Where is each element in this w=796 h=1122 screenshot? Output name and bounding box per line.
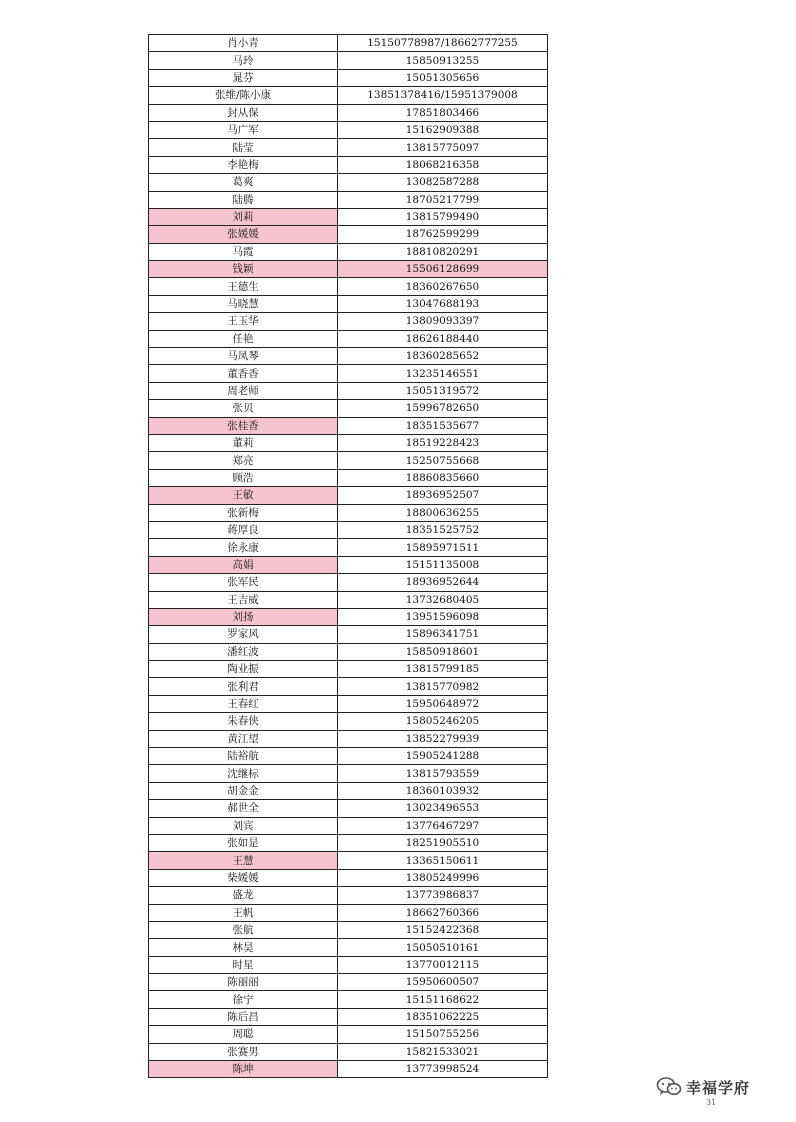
table-row xyxy=(149,348,548,365)
name-cell: 胡金金 xyxy=(149,782,338,799)
table-row xyxy=(149,887,548,904)
phone-cell: 13815799185 xyxy=(338,661,548,678)
phone-cell: 15895971511 xyxy=(338,539,548,556)
phone-cell: 13815770982 xyxy=(338,678,548,695)
table-row xyxy=(149,869,548,886)
table-row xyxy=(149,104,548,121)
phone-cell: 18800636255 xyxy=(338,504,548,521)
name-cell: 陆莹 xyxy=(149,139,338,156)
phone-cell: 13023496553 xyxy=(338,800,548,817)
table-row xyxy=(149,243,548,260)
table-row xyxy=(149,574,548,591)
table-row xyxy=(149,469,548,486)
name-cell: 陆腾 xyxy=(149,191,338,208)
phone-cell: 15905241288 xyxy=(338,748,548,765)
name-cell: 张维/陈小康 xyxy=(149,87,338,104)
name-cell: 肖小青 xyxy=(149,35,338,52)
table-row xyxy=(149,643,548,660)
table-row xyxy=(149,156,548,173)
table-row xyxy=(149,417,548,434)
phone-cell: 18068216358 xyxy=(338,156,548,173)
table-row xyxy=(149,365,548,382)
table-row xyxy=(149,382,548,399)
phone-cell: 18936952507 xyxy=(338,487,548,504)
name-cell: 郝世全 xyxy=(149,800,338,817)
contact-table-body xyxy=(149,35,548,1078)
phone-cell: 18662760366 xyxy=(338,904,548,921)
name-cell: 盛龙 xyxy=(149,887,338,904)
name-cell: 董香香 xyxy=(149,365,338,382)
name-cell: 张赛男 xyxy=(149,1043,338,1060)
phone-cell: 15950600507 xyxy=(338,974,548,991)
phone-cell: 15250755668 xyxy=(338,452,548,469)
table-row xyxy=(149,991,548,1008)
table-row xyxy=(149,730,548,747)
table-row xyxy=(149,174,548,191)
table-row xyxy=(149,1008,548,1025)
phone-cell: 15150778987/18662777255 xyxy=(338,35,548,52)
watermark-text: 幸福学府 xyxy=(686,1078,751,1097)
phone-cell: 13773986837 xyxy=(338,887,548,904)
phone-cell: 15996782650 xyxy=(338,400,548,417)
phone-cell: 13815799490 xyxy=(338,208,548,225)
name-cell: 陈后昌 xyxy=(149,1008,338,1025)
phone-cell: 15152422368 xyxy=(338,921,548,938)
contact-table xyxy=(148,34,548,1078)
table-row xyxy=(149,852,548,869)
table-row xyxy=(149,261,548,278)
name-cell: 高娟 xyxy=(149,556,338,573)
table-row xyxy=(149,695,548,712)
phone-cell: 13951596098 xyxy=(338,608,548,625)
phone-cell: 18705217799 xyxy=(338,191,548,208)
table-row xyxy=(149,974,548,991)
name-cell: 朱春侠 xyxy=(149,713,338,730)
phone-cell: 15506128699 xyxy=(338,261,548,278)
name-cell: 林昊 xyxy=(149,939,338,956)
name-cell: 陶业振 xyxy=(149,661,338,678)
name-cell: 王玉华 xyxy=(149,313,338,330)
table-row xyxy=(149,1026,548,1043)
name-cell: 王吉威 xyxy=(149,591,338,608)
phone-cell: 18351525752 xyxy=(338,521,548,538)
table-row xyxy=(149,765,548,782)
table-row xyxy=(149,278,548,295)
name-cell: 张新梅 xyxy=(149,504,338,521)
name-cell: 周聪 xyxy=(149,1026,338,1043)
phone-cell: 13852279939 xyxy=(338,730,548,747)
phone-cell: 18251905510 xyxy=(338,834,548,851)
name-cell: 马霞 xyxy=(149,243,338,260)
phone-cell: 15151168622 xyxy=(338,991,548,1008)
name-cell: 周老师 xyxy=(149,382,338,399)
phone-cell: 13082587288 xyxy=(338,174,548,191)
name-cell: 沈继标 xyxy=(149,765,338,782)
table-row xyxy=(149,35,548,52)
phone-cell: 15850913255 xyxy=(338,52,548,69)
table-row xyxy=(149,939,548,956)
name-cell: 陈坤 xyxy=(149,1061,338,1078)
phone-cell: 15850918601 xyxy=(338,643,548,660)
name-cell: 张航 xyxy=(149,921,338,938)
table-row xyxy=(149,139,548,156)
wechat-logo-icon xyxy=(656,1076,682,1098)
name-cell: 张利君 xyxy=(149,678,338,695)
name-cell: 马凤琴 xyxy=(149,348,338,365)
phone-cell: 13815775097 xyxy=(338,139,548,156)
name-cell: 蒋厚良 xyxy=(149,521,338,538)
name-cell: 刘宾 xyxy=(149,817,338,834)
table-row xyxy=(149,834,548,851)
name-cell: 封从保 xyxy=(149,104,338,121)
table-row xyxy=(149,226,548,243)
table-row xyxy=(149,556,548,573)
name-cell: 李艳梅 xyxy=(149,156,338,173)
table-row xyxy=(149,678,548,695)
phone-cell: 15162909388 xyxy=(338,121,548,138)
table-row xyxy=(149,330,548,347)
phone-cell: 13809093397 xyxy=(338,313,548,330)
name-cell: 张桂香 xyxy=(149,417,338,434)
phone-cell: 18626188440 xyxy=(338,330,548,347)
name-cell: 陆裕航 xyxy=(149,748,338,765)
name-cell: 张军民 xyxy=(149,574,338,591)
phone-cell: 15950648972 xyxy=(338,695,548,712)
name-cell: 王慧 xyxy=(149,852,338,869)
phone-cell: 15821533021 xyxy=(338,1043,548,1060)
table-row xyxy=(149,434,548,451)
name-cell: 王德生 xyxy=(149,278,338,295)
name-cell: 柴媛媛 xyxy=(149,869,338,886)
phone-cell: 13805249996 xyxy=(338,869,548,886)
table-row xyxy=(149,921,548,938)
table-row xyxy=(149,591,548,608)
phone-cell: 18360285652 xyxy=(338,348,548,365)
table-row xyxy=(149,956,548,973)
phone-cell: 13732680405 xyxy=(338,591,548,608)
phone-cell: 13047688193 xyxy=(338,295,548,312)
table-row xyxy=(149,208,548,225)
name-cell: 王帆 xyxy=(149,904,338,921)
table-row xyxy=(149,904,548,921)
name-cell: 董莉 xyxy=(149,434,338,451)
name-cell: 刘莉 xyxy=(149,208,338,225)
phone-cell: 18360103932 xyxy=(338,782,548,799)
name-cell: 王敏 xyxy=(149,487,338,504)
name-cell: 郑亮 xyxy=(149,452,338,469)
phone-cell: 15050510161 xyxy=(338,939,548,956)
table-row xyxy=(149,521,548,538)
name-cell: 钱颖 xyxy=(149,261,338,278)
table-row xyxy=(149,626,548,643)
phone-cell: 15805246205 xyxy=(338,713,548,730)
page-number: 31 xyxy=(706,1098,717,1107)
name-cell: 晁芬 xyxy=(149,69,338,86)
phone-cell: 18360267650 xyxy=(338,278,548,295)
table-row xyxy=(149,191,548,208)
phone-cell: 18351062225 xyxy=(338,1008,548,1025)
name-cell: 潘红波 xyxy=(149,643,338,660)
table-row xyxy=(149,539,548,556)
name-cell: 陈丽丽 xyxy=(149,974,338,991)
table-row xyxy=(149,52,548,69)
name-cell: 罗家风 xyxy=(149,626,338,643)
phone-cell: 15051305656 xyxy=(338,69,548,86)
phone-cell: 13776467297 xyxy=(338,817,548,834)
phone-cell: 13851378416/15951379008 xyxy=(338,87,548,104)
name-cell: 马玲 xyxy=(149,52,338,69)
phone-cell: 13815793559 xyxy=(338,765,548,782)
table-row xyxy=(149,800,548,817)
table-row xyxy=(149,748,548,765)
table-row xyxy=(149,608,548,625)
table-row xyxy=(149,452,548,469)
phone-cell: 13773998524 xyxy=(338,1061,548,1078)
phone-cell: 18936952644 xyxy=(338,574,548,591)
phone-cell: 13365150611 xyxy=(338,852,548,869)
table-row xyxy=(149,1061,548,1078)
table-row xyxy=(149,713,548,730)
name-cell: 刘扬 xyxy=(149,608,338,625)
name-cell: 徐永康 xyxy=(149,539,338,556)
name-cell: 时星 xyxy=(149,956,338,973)
name-cell: 葛爽 xyxy=(149,174,338,191)
table-row xyxy=(149,487,548,504)
phone-cell: 18762599299 xyxy=(338,226,548,243)
name-cell: 任艳 xyxy=(149,330,338,347)
table-row xyxy=(149,661,548,678)
table-row xyxy=(149,87,548,104)
name-cell: 张贝 xyxy=(149,400,338,417)
name-cell: 张如是 xyxy=(149,834,338,851)
table-row xyxy=(149,295,548,312)
phone-cell: 15151135008 xyxy=(338,556,548,573)
phone-cell: 18351535677 xyxy=(338,417,548,434)
table-row xyxy=(149,782,548,799)
phone-cell: 17851803466 xyxy=(338,104,548,121)
table-row xyxy=(149,504,548,521)
name-cell: 黄江望 xyxy=(149,730,338,747)
table-row xyxy=(149,121,548,138)
phone-cell: 13770012115 xyxy=(338,956,548,973)
phone-cell: 18519228423 xyxy=(338,434,548,451)
phone-cell: 13235146551 xyxy=(338,365,548,382)
name-cell: 顾浩 xyxy=(149,469,338,486)
phone-cell: 18810820291 xyxy=(338,243,548,260)
phone-cell: 18860835660 xyxy=(338,469,548,486)
name-cell: 马广军 xyxy=(149,121,338,138)
name-cell: 张媛媛 xyxy=(149,226,338,243)
table-row xyxy=(149,817,548,834)
table-row xyxy=(149,69,548,86)
phone-cell: 15051319572 xyxy=(338,382,548,399)
name-cell: 马晓慧 xyxy=(149,295,338,312)
table-row xyxy=(149,313,548,330)
phone-cell: 15896341751 xyxy=(338,626,548,643)
table-row xyxy=(149,400,548,417)
phone-cell: 15150755256 xyxy=(338,1026,548,1043)
name-cell: 徐宁 xyxy=(149,991,338,1008)
watermark xyxy=(656,1076,750,1098)
name-cell: 王春红 xyxy=(149,695,338,712)
table-row xyxy=(149,1043,548,1060)
